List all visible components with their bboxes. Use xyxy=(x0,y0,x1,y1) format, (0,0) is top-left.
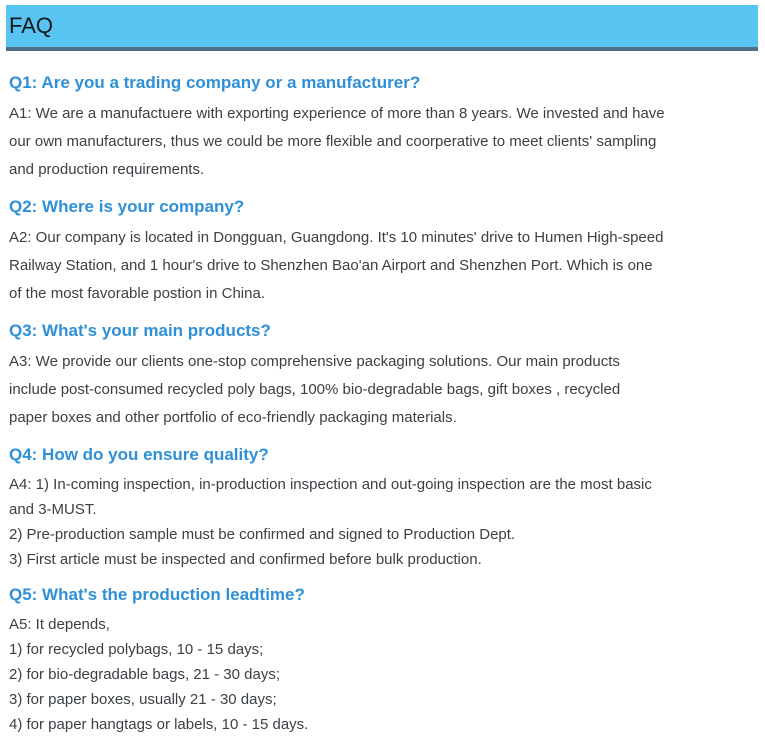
faq-answer-line: of the most favorable postion in China. xyxy=(9,285,265,302)
faq-answer-line: A2: Our company is located in Dongguan, Guangdong. It's 10 minutes' drive to Humen High-speed xyxy=(9,229,664,246)
faq-answer-line: 3) First article must be inspected and confirmed before bulk production. xyxy=(9,551,482,568)
faq-answer-line: and 3-MUST. xyxy=(9,501,97,518)
faq-question: Q4: How do you ensure quality? xyxy=(9,445,269,464)
faq-item xyxy=(9,584,755,737)
faq-list xyxy=(0,51,765,737)
faq-question: Q2: Where is your company? xyxy=(9,197,245,216)
faq-item xyxy=(9,444,755,572)
faq-answer-line: include post-consumed recycled poly bags, 100% bio-degradable bags, gift boxes , recycled xyxy=(9,381,621,398)
faq-section-title: FAQ xyxy=(9,13,54,38)
faq-question: Q1: Are you a trading company or a manufacturer? xyxy=(9,73,421,92)
faq-question: Q5: What's the production leadtime? xyxy=(9,585,305,604)
faq-answer-line: our own manufacturers, thus we could be more flexible and coorperative to meet clients' sampling xyxy=(9,133,657,150)
faq-answer-line: paper boxes and other portfolio of eco-friendly packaging materials. xyxy=(9,409,457,426)
faq-item xyxy=(9,320,755,432)
faq-answer-line: 2) Pre-production sample must be confirmed and signed to Production Dept. xyxy=(9,526,516,543)
faq-answer-line: 3) for paper boxes, usually 21 - 30 days; xyxy=(9,691,277,708)
faq-item xyxy=(9,196,755,308)
faq-item xyxy=(9,72,755,184)
faq-answer-line: 2) for bio-degradable bags, 21 - 30 days; xyxy=(9,666,281,683)
faq-answer-line: A5: It depends, xyxy=(9,616,110,633)
faq-answer-line: 4) for paper hangtags or labels, 10 - 15 days. xyxy=(9,716,309,733)
faq-section-header-bar xyxy=(6,5,758,51)
faq-question: Q3: What's your main products? xyxy=(9,321,271,340)
faq-answer-line: 1) for recycled polybags, 10 - 15 days; xyxy=(9,641,264,658)
faq-answer-line: Railway Station, and 1 hour's drive to Shenzhen Bao'an Airport and Shenzhen Port. Which is one xyxy=(9,257,653,274)
faq-answer-line: A3: We provide our clients one-stop comprehensive packaging solutions. Our main products xyxy=(9,353,620,370)
faq-answer-line: A4: 1) In-coming inspection, in-production inspection and out-going inspection are the most basic xyxy=(9,476,652,493)
faq-answer-line: A1: We are a manufactuere with exporting experience of more than 8 years. We invested and have xyxy=(9,105,665,122)
faq-answer-line: and production requirements. xyxy=(9,161,205,178)
